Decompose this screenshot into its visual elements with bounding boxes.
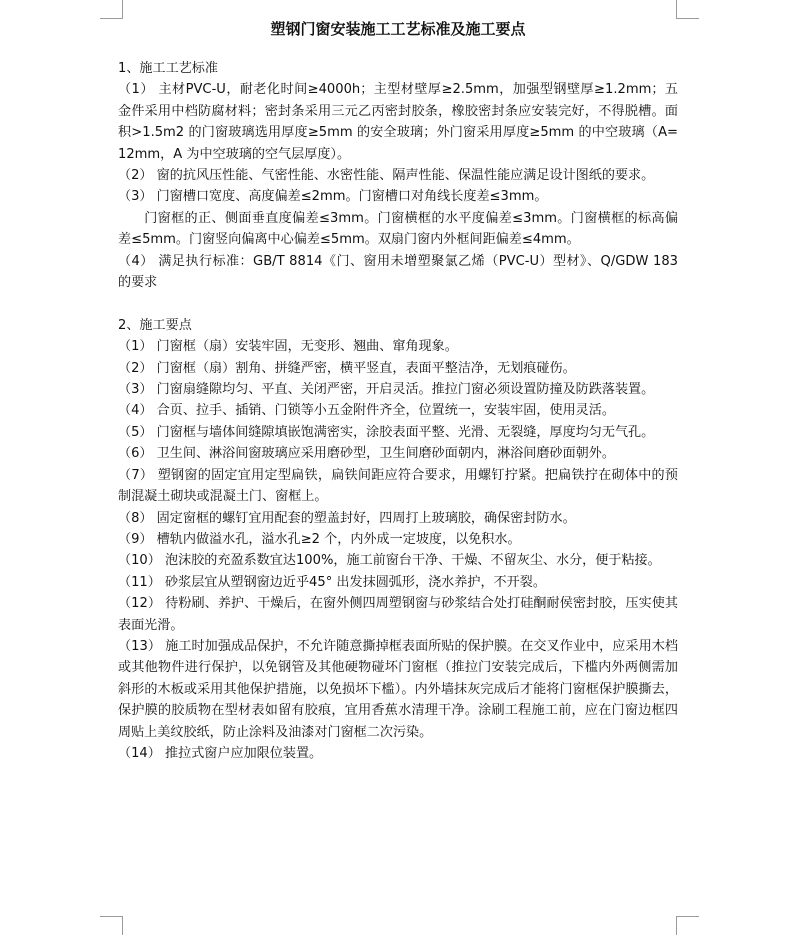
section-heading-key-points: 2、施工要点	[118, 317, 192, 333]
standard-item-4: （4） 满足执行标准：GB/T 8814《门、窗用未增塑聚氯乙烯（PVC-U）型材》、Q/GDW 183 的要求	[118, 253, 678, 291]
key-point-14: （14） 推拉式窗户应加限位装置。	[118, 745, 323, 761]
key-point-8: （8） 固定窗框的螺钉宜用配套的塑盖封好，四周打上玻璃胶，确保密封防水。	[118, 510, 576, 526]
section-spacer	[118, 293, 678, 314]
key-point-1: （1） 门窗框（扇）安装牢固，无变形、翘曲、窜角现象。	[118, 339, 458, 355]
standard-item-3-continued: 门窗框的正、侧面垂直度偏差≤3mm。门窗横框的水平度偏差≤3mm。门窗横框的标高偏差≤5mm。门窗竖向偏离中心偏差≤5mm。双扇门窗内外框间距偏差≤4mm。	[118, 210, 678, 248]
key-point-2: （2） 门窗框（扇）割角、拼缝严密，横平竖直，表面平整洁净，无划痕碰伤。	[118, 360, 576, 376]
key-point-4: （4） 合页、拉手、插销、门锁等小五金附件齐全，位置统一，安装牢固，使用灵活。	[118, 403, 615, 419]
key-point-13: （13） 施工时加强成品保护，不允许随意撕掉框表面所贴的保护膜。在交叉作业中，应采用木档或其他物件进行保护，以免钢管及其他硬物碰坏门窗框（推拉门安装完成后，下槛内外两侧需加斜形的木板或采用其他保护措施，以免损坏下槛）。内外墙抹灰完成后才能将门窗框保护膜撕去，保护膜的胶质物在型材表如留有胶痕，宜用香蕉水清理干净。涂刷工程施工前，应在门窗边框四周贴上美纹胶纸，防止涂料及油漆对门窗框二次污染。	[118, 638, 678, 740]
document-body	[118, 58, 678, 764]
standard-item-3: （3） 门窗槽口宽度、高度偏差≤2mm。门窗槽口对角线长度差≤3mm。	[118, 189, 548, 205]
key-point-7: （7） 塑钢窗的固定宜用定型扁铁，扁铁间距应符合要求，用螺钉拧紧。把扁铁拧在砌体中的预制混凝土砌块或混凝土门、窗框上。	[118, 467, 678, 505]
key-point-9: （9） 槽轨内做溢水孔，溢水孔≥2 个，内外成一定坡度，以免积水。	[118, 531, 521, 547]
section-heading-process-standards: 1、施工工艺标准	[118, 61, 218, 76]
page-corner-mark-bottom-left	[100, 916, 123, 935]
page-corner-mark-top-left	[100, 0, 123, 19]
key-point-10: （10） 泡沫胶的充盈系数宜达100%，施工前窗台干净、干燥、不留灰尘、水分，便于粘接。	[118, 553, 661, 569]
document-title: 塑钢门窗安装施工工艺标准及施工要点	[270, 20, 526, 38]
page-corner-mark-top-right	[676, 0, 699, 19]
key-point-3: （3） 门窗扇缝隙均匀、平直、关闭严密，开启灵活。推拉门窗必须设置防撞及防跌落装置。	[118, 382, 655, 398]
key-point-12: （12） 待粉刷、养护、干燥后，在窗外侧四周塑钢窗与砂浆结合处打硅酮耐侯密封胶，压实使其表面光滑。	[118, 596, 678, 633]
page-corner-mark-bottom-right	[676, 916, 699, 935]
standard-item-2: （2） 窗的抗风压性能、气密性能、水密性能、隔声性能、保温性能应满足设计图纸的要求。	[118, 168, 655, 184]
standard-item-1: （1） 主材PVC-U，耐老化时间≥4000h；主型材壁厚≥2.5mm，加强型钢壁厚≥1.2mm；五金件采用中档防腐材料；密封条采用三元乙丙密封胶条，橡胶密封条应安装完好，不得脱槽。面积>1.5m2 的门窗玻璃选用厚度≥5mm 的安全玻璃；外门窗采用厚度≥5mm 的中空玻璃（A=12mm，A 为中空玻璃的空气层厚度）。	[118, 82, 678, 162]
key-point-11: （11） 砂浆层宜从塑钢窗边近乎45° 出发抹圆弧形，浇水养护，不开裂。	[118, 574, 546, 590]
key-point-5: （5） 门窗框与墙体间缝隙填嵌饱满密实，涂胶表面平整、光滑、无裂缝，厚度均匀无气孔。	[118, 424, 655, 440]
key-point-6: （6） 卫生间、淋浴间窗玻璃应采用磨砂型，卫生间磨砂面朝内，淋浴间磨砂面朝外。	[118, 446, 615, 462]
